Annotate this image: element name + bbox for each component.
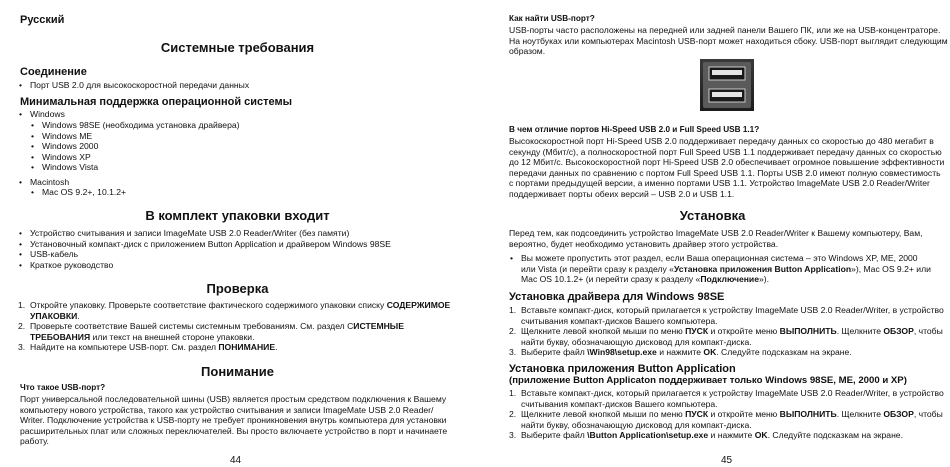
connection-heading: Соединение bbox=[20, 66, 87, 78]
language-label: Русский bbox=[20, 14, 65, 26]
package-list bbox=[18, 228, 391, 270]
button-heading: Установка приложения Button Application bbox=[509, 363, 736, 375]
list-item: • Windows 2000 bbox=[18, 141, 240, 152]
list-item: 1. Откройте упаковку. Проверьте соответствие фактического содержимого упаковки списку СОДЕРЖИМОЕ bbox=[18, 300, 451, 310]
list-item: • Windows ME bbox=[18, 131, 240, 142]
list-item: 2. Проверьте соответствие Вашей системы системным требованиям. См. раздел СИСТЕМНЫЕ bbox=[18, 321, 404, 332]
list-item: найти букву, обозначающую дисковод для компакт-диска. bbox=[521, 419, 752, 430]
usb-port-photo bbox=[700, 59, 754, 111]
list-item: • Windows 98SE (необходима установка драйвера) bbox=[18, 120, 240, 131]
find-question: Как найти USB-порт? bbox=[509, 14, 595, 23]
page-number: 45 bbox=[721, 455, 733, 466]
sysreq-heading: Системные требования bbox=[160, 40, 315, 55]
list-item: • Установочный компакт-диск с приложением Button Application и драйвером Windows 98SE bbox=[18, 239, 391, 250]
windows-list bbox=[18, 120, 240, 173]
list-item: • Windows bbox=[18, 109, 65, 120]
list-item: • Порт USB 2.0 для высокоскоростной передачи данных bbox=[18, 80, 249, 91]
list-item: 1. Вставьте компакт-диск, который прилагается к устройству ImageMate USB 2.0 Reader/Writer, в устройство bbox=[509, 305, 944, 315]
usb-question: Что такое USB-порт? bbox=[20, 383, 106, 392]
diff-answer: Высокоскоростной порт Hi-Speed USB 2.0 поддерживает передачу данных со скоростью до 480 мегабит в секунду (Мбит/с), а полноскоростной порт Full Speed USB 1.1 поддерживает передачу данных со скоростью до 12 Мбит/с. Высокоскоростной порт Hi-Speed USB 2.0 обеспечивает огромное повышение эффективности передачи данных по сравнению с портом Full Speed USB 1.1. Порты USB 2.0 имеют полную совместимость с портами предыдущей версии, а именно портами USB 1.1. Устройство ImageMate USB 2.0 Reader/Writer поддерживает порты обеих версий – USB 2.0 и USB 1.1. bbox=[509, 136, 945, 199]
list-item: найти букву, обозначающую дисковод для компакт-диска. bbox=[521, 336, 752, 347]
install-heading: Установка bbox=[679, 208, 746, 223]
list-item: 3. Выберите файл \Win98\setup.exe и нажмите OK. Следуйте подсказкам на экране. bbox=[509, 347, 852, 358]
list-item: 3. Найдите на компьютере USB-порт. См. раздел ПОНИМАНИЕ. bbox=[18, 342, 278, 353]
list-item: УПАКОВКИ. bbox=[30, 310, 80, 321]
list-item: • Устройство считывания и записи ImageMate USB 2.0 Reader/Writer (без памяти) bbox=[18, 228, 391, 239]
list-item: • Краткое руководство bbox=[18, 260, 391, 271]
driver-steps bbox=[509, 305, 944, 358]
list-item: ТРЕБОВАНИЯ или текст на внешней стороне упаковки. bbox=[30, 331, 255, 342]
list-item: 2. Щелкните левой кнопкой мыши по меню ПУСК и откройте меню ВЫПОЛНИТЬ. Щелкните ОБЗОР, чтобы bbox=[509, 409, 943, 420]
diff-question: В чем отличие портов Hi-Speed USB 2.0 и Full Speed USB 1.1? bbox=[509, 125, 760, 134]
button-steps bbox=[509, 388, 944, 441]
page-number: 44 bbox=[230, 455, 242, 466]
list-item: 3. Выберите файл \Button Application\setup.exe и нажмите OK. Следуйте подсказкам на экране. bbox=[509, 430, 903, 441]
skip-note bbox=[509, 253, 918, 264]
skip-note-cont: или Vista (и перейти сразу к разделу «Установка приложения Button Application»), Mac OS 9.2+ или Mac OS 10.1.2+ (и перейти сразу к разделу «Подключение»). bbox=[521, 263, 931, 285]
package-heading: В комплект упаковки входит bbox=[145, 208, 330, 223]
button-subheading: (приложение Button Applicaton поддерживает только Windows 98SE, ME, 2000 и XP) bbox=[509, 375, 907, 386]
list-item: считывания компакт-дисков Вашего компьютера. bbox=[521, 315, 718, 326]
list-item: считывания компакт-дисков Вашего компьютера. bbox=[521, 398, 718, 409]
list-item: • Macintosh bbox=[18, 177, 69, 188]
list-item: 2. Щелкните левой кнопкой мыши по меню ПУСК и откройте меню ВЫПОЛНИТЬ. Щелкните ОБЗОР, чтобы bbox=[509, 326, 943, 337]
os-list bbox=[18, 109, 65, 120]
install-intro: Перед тем, как подсоединить устройство ImageMate USB 2.0 Reader/Writer к Вашему компьютеру, Вам, вероятно, будет необходимо установить драйвер этого устройства. bbox=[509, 228, 923, 249]
list-item: • Windows Vista bbox=[18, 162, 240, 173]
find-answer: USB-порты часто расположены на передней или задней панели Вашего ПК, или же на USB-концентраторе. На ноутбуках или компьютерах Macintosh USB-порт может находиться сбоку. USB-порт выглядит следующим образом. bbox=[509, 25, 948, 57]
connection-list bbox=[18, 80, 249, 91]
driver-heading: Установка драйвера для Windows 98SE bbox=[509, 291, 725, 303]
list-item: • USB-кабель bbox=[18, 249, 391, 260]
check-heading: Проверка bbox=[206, 281, 269, 296]
mac-list bbox=[18, 177, 69, 188]
check-list bbox=[18, 300, 450, 353]
list-item: • Mac OS 9.2+, 10.1.2+ bbox=[18, 187, 126, 198]
usb-answer: Порт универсальной последовательной шины (USB) является простым средством подключения к Вашему компьютеру нового устройства, такого как устройство считывания и записи ImageMate USB 2.0 Reader/ Writer. Подключение устройства к USB-порту не требует проникновения внутрь компьютера для установки расширительных плат или сложных переключателей. Вы просто включаете устройство в порт и начинаете работу. bbox=[20, 394, 448, 447]
min-os-heading: Минимальная поддержка операционной системы bbox=[20, 96, 293, 108]
mac-sub-list bbox=[18, 187, 126, 198]
list-item: • Windows XP bbox=[18, 152, 240, 163]
right-page bbox=[475, 0, 950, 467]
understand-heading: Понимание bbox=[201, 364, 274, 379]
list-item: • Вы можете пропустить этот раздел, если Ваша операционная система – это Windows XP, ME, 2000 bbox=[509, 253, 918, 264]
list-item: 1. Вставьте компакт-диск, который прилагается к устройству ImageMate USB 2.0 Reader/Writer, в устройство bbox=[509, 388, 944, 398]
